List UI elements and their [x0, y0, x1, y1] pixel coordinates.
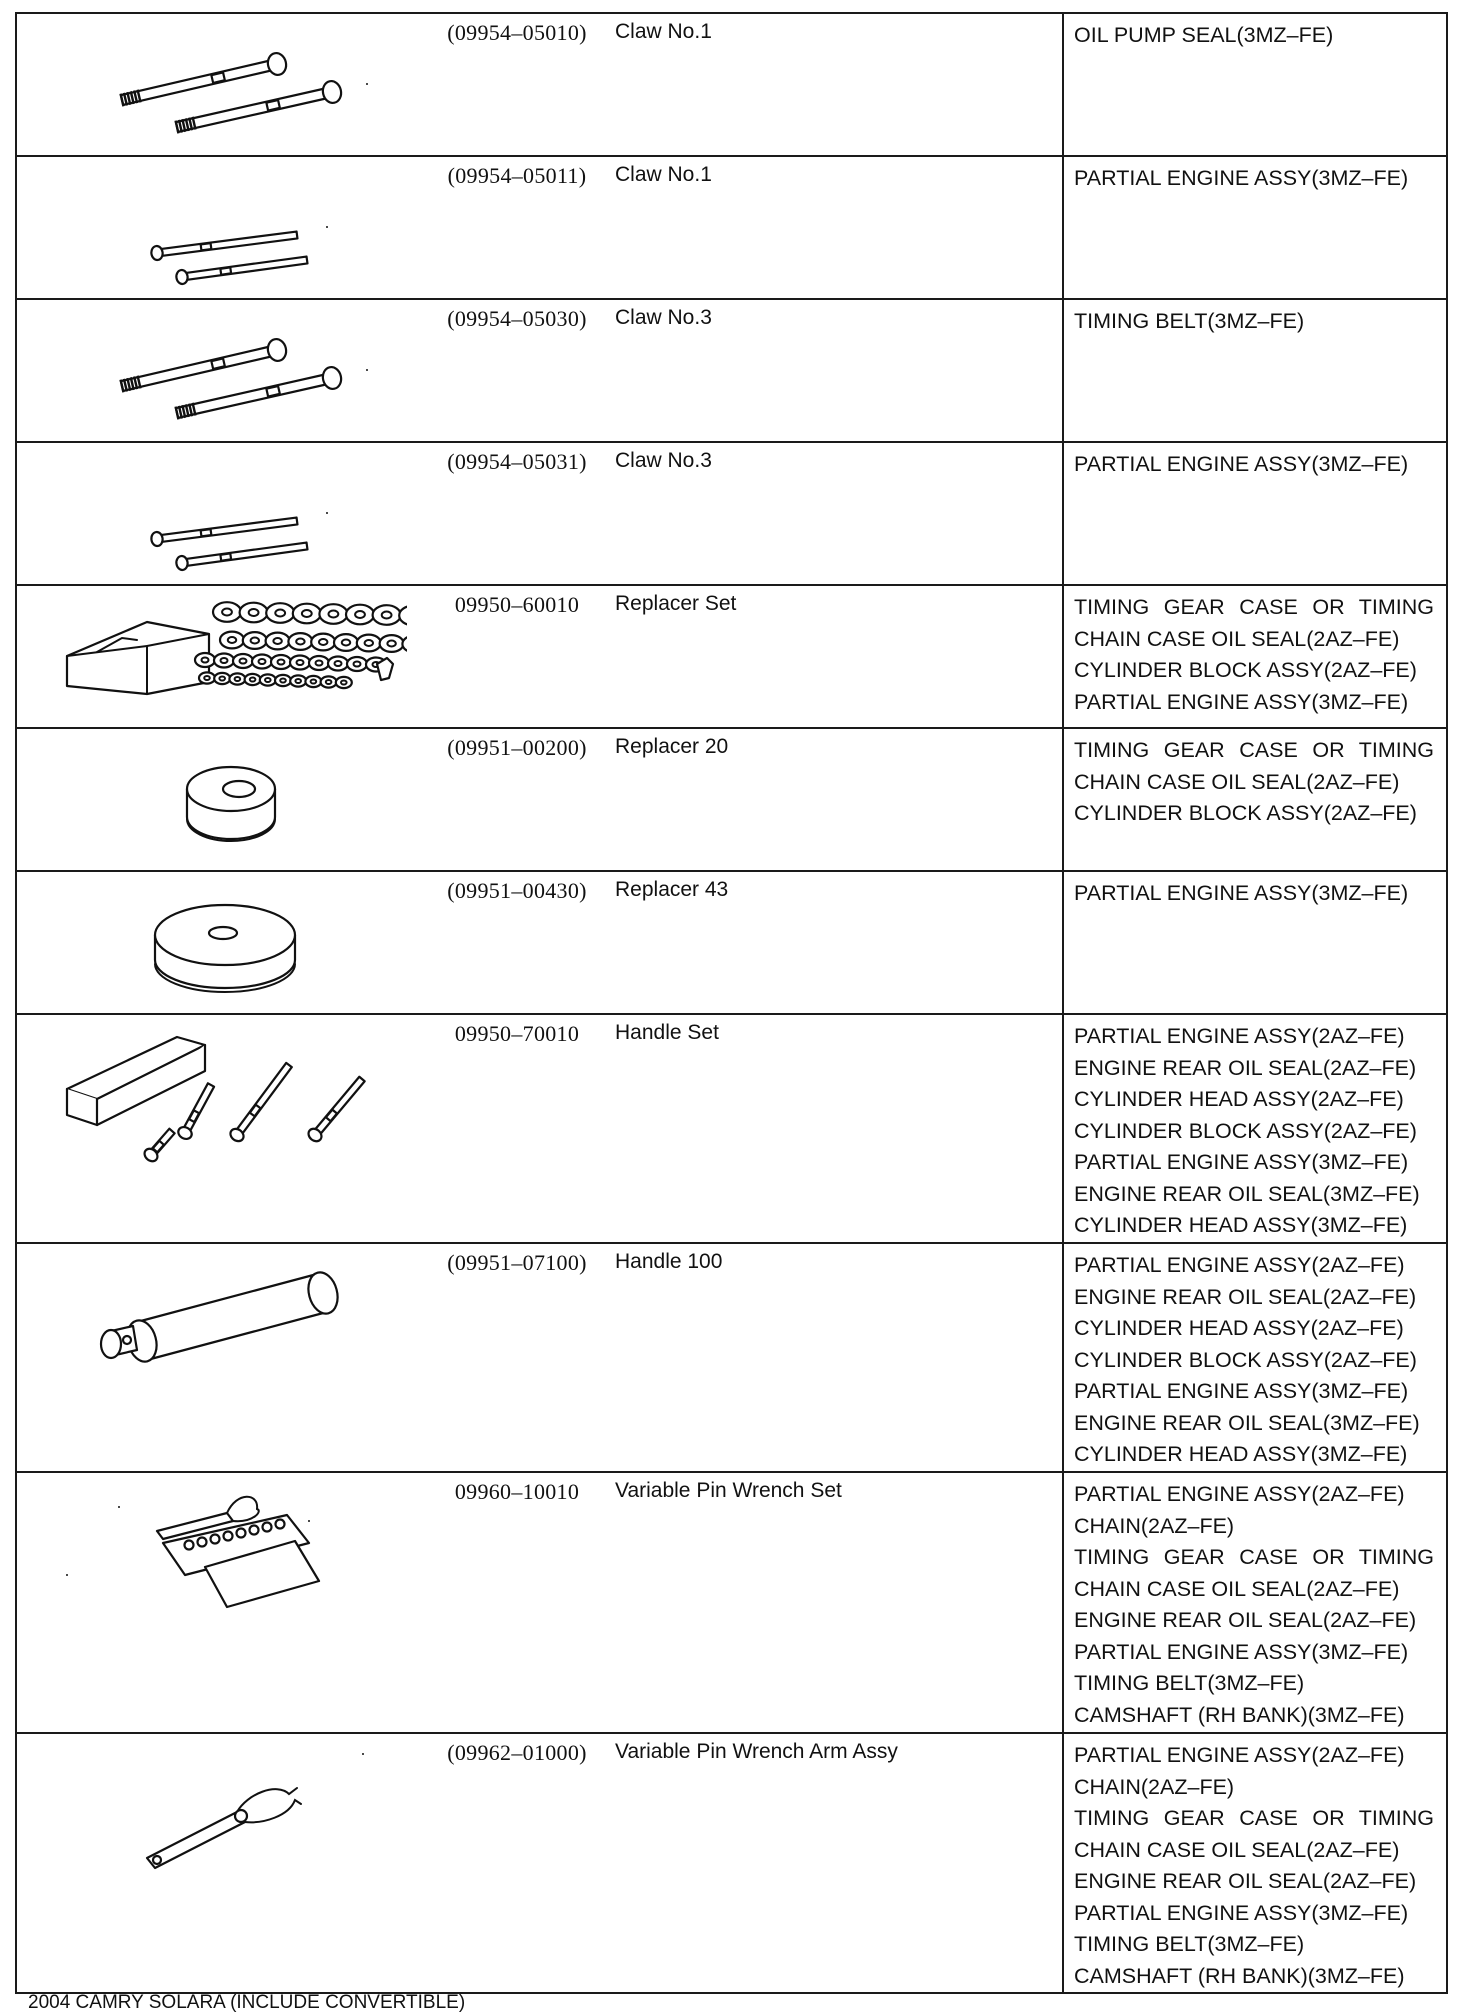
tool-name: Replacer 43 — [615, 878, 729, 901]
usage-item: TIMING GEAR CASE OR TIMING — [1074, 1806, 1434, 1830]
tool-info-cell — [16, 1014, 1063, 1243]
usage-item: PARTIAL ENGINE ASSY(3MZ–FE) — [1074, 1150, 1409, 1174]
usage-item: PARTIAL ENGINE ASSY(3MZ–FE) — [1074, 689, 1409, 714]
tool-name: Replacer Set — [615, 592, 737, 615]
usage-item: CYLINDER HEAD ASSY(2AZ–FE) — [1074, 1316, 1404, 1340]
tool-info-cell — [16, 13, 1063, 156]
page-footer: 2004 CAMRY SOLARA (INCLUDE CONVERTIBLE) — [28, 1992, 466, 2013]
usage-item: ENGINE REAR OIL SEAL(2AZ–FE) — [1074, 1608, 1417, 1632]
usage-cell — [1063, 585, 1447, 728]
usage-item: TIMING BELT(3MZ–FE) — [1074, 1671, 1305, 1695]
usage-item: TIMING BELT(3MZ–FE) — [1074, 309, 1305, 333]
tool-name: Handle 100 — [615, 1250, 723, 1273]
usage-item: CYLINDER BLOCK ASSY(2AZ–FE) — [1074, 1347, 1417, 1372]
usage-cell — [1063, 13, 1447, 156]
usage-cell — [1063, 728, 1447, 871]
usage-item: TIMING GEAR CASE OR TIMING — [1074, 1545, 1434, 1569]
tool-info-cell — [16, 1733, 1063, 1993]
replacer-set-case-icon — [27, 594, 407, 719]
part-number: (09951–07100) — [447, 1250, 587, 1275]
usage-cell — [1063, 1733, 1447, 1993]
special-service-tools-table — [15, 12, 1448, 1994]
tool-info-cell — [16, 156, 1063, 299]
tool-name: Claw No.3 — [615, 306, 712, 329]
part-number: 09950–70010 — [454, 1021, 580, 1046]
part-number: (09954–05031) — [447, 449, 587, 474]
tool-row — [16, 1014, 1447, 1243]
usage-item: PARTIAL ENGINE ASSY(3MZ–FE) — [1074, 1639, 1409, 1664]
tool-info-cell — [16, 585, 1063, 728]
usage-item: ENGINE REAR OIL SEAL(2AZ–FE) — [1074, 1869, 1417, 1893]
twin-claw-bolts-icon — [27, 22, 407, 147]
tool-name: Handle Set — [615, 1021, 719, 1044]
tool-row — [16, 1472, 1447, 1733]
usage-item: ENGINE REAR OIL SEAL(2AZ–FE) — [1074, 1284, 1417, 1309]
usage-item: CYLINDER BLOCK ASSY(2AZ–FE) — [1074, 658, 1417, 682]
part-number: (09962–01000) — [447, 1740, 587, 1765]
part-number: 09950–60010 — [454, 592, 580, 617]
tool-info-cell — [16, 442, 1063, 585]
usage-item: PARTIAL ENGINE ASSY(3MZ–FE) — [1074, 452, 1409, 476]
part-number: (09954–05011) — [447, 163, 587, 188]
pin-wrench-set-icon — [27, 1481, 407, 1621]
usage-item: CAMSHAFT (RH BANK)(3MZ–FE) — [1074, 1963, 1405, 1988]
part-number: (09951–00430) — [447, 878, 587, 903]
tool-name: Variable Pin Wrench Arm Assy — [615, 1740, 898, 1763]
tool-info-cell — [16, 1243, 1063, 1472]
usage-item: CYLINDER BLOCK ASSY(2AZ–FE) — [1074, 1118, 1417, 1143]
usage-item: CHAIN(2AZ–FE) — [1074, 1513, 1235, 1538]
twin-claw-rods-icon — [27, 451, 407, 576]
usage-item: PARTIAL ENGINE ASSY(2AZ–FE) — [1074, 1482, 1405, 1506]
usage-item: CYLINDER HEAD ASSY(2AZ–FE) — [1074, 1087, 1404, 1111]
tool-info-cell — [16, 299, 1063, 442]
usage-item: OIL PUMP SEAL(3MZ–FE) — [1074, 23, 1334, 47]
tool-row — [16, 156, 1447, 299]
usage-cell — [1063, 1243, 1447, 1472]
tool-row — [16, 13, 1447, 156]
usage-item: TIMING BELT(3MZ–FE) — [1074, 1932, 1305, 1956]
pin-wrench-arm-icon — [27, 1742, 407, 1882]
usage-item: PARTIAL ENGINE ASSY(2AZ–FE) — [1074, 1743, 1405, 1767]
usage-item: ENGINE REAR OIL SEAL(3MZ–FE) — [1074, 1410, 1420, 1435]
large-replacer-disc-icon — [27, 880, 407, 1005]
usage-cell — [1063, 299, 1447, 442]
usage-item: CHAIN CASE OIL SEAL(2AZ–FE) — [1074, 626, 1400, 651]
tool-row — [16, 299, 1447, 442]
tool-row — [16, 585, 1447, 728]
usage-item: PARTIAL ENGINE ASSY(2AZ–FE) — [1074, 1253, 1405, 1277]
usage-item: PARTIAL ENGINE ASSY(3MZ–FE) — [1074, 1379, 1409, 1403]
usage-item: PARTIAL ENGINE ASSY(3MZ–FE) — [1074, 881, 1409, 905]
tool-name: Variable Pin Wrench Set — [615, 1479, 842, 1502]
usage-item: CHAIN(2AZ–FE) — [1074, 1774, 1235, 1799]
tool-info-cell — [16, 871, 1063, 1014]
part-number: 09960–10010 — [454, 1479, 580, 1504]
tool-row — [16, 1243, 1447, 1472]
part-number: (09951–00200) — [447, 735, 587, 760]
usage-item: CAMSHAFT (RH BANK)(3MZ–FE) — [1074, 1702, 1405, 1727]
usage-item: CYLINDER BLOCK ASSY(2AZ–FE) — [1074, 801, 1417, 825]
small-replacer-ring-icon — [27, 737, 407, 862]
usage-cell — [1063, 442, 1447, 585]
tool-row — [16, 442, 1447, 585]
tool-name: Claw No.3 — [615, 449, 712, 472]
usage-item: PARTIAL ENGINE ASSY(3MZ–FE) — [1074, 1900, 1409, 1925]
usage-item: PARTIAL ENGINE ASSY(2AZ–FE) — [1074, 1024, 1405, 1048]
twin-claw-bolts-icon — [27, 308, 407, 433]
usage-item: ENGINE REAR OIL SEAL(2AZ–FE) — [1074, 1055, 1417, 1080]
tool-name: Replacer 20 — [615, 735, 729, 758]
usage-cell — [1063, 871, 1447, 1014]
tool-info-cell — [16, 728, 1063, 871]
usage-item: CHAIN CASE OIL SEAL(2AZ–FE) — [1074, 1576, 1400, 1601]
part-number: (09954–05010) — [447, 20, 587, 45]
part-number: (09954–05030) — [447, 306, 587, 331]
usage-item: ENGINE REAR OIL SEAL(3MZ–FE) — [1074, 1181, 1420, 1206]
tool-row — [16, 871, 1447, 1014]
tool-info-cell — [16, 1472, 1063, 1733]
usage-item: CHAIN CASE OIL SEAL(2AZ–FE) — [1074, 769, 1400, 794]
usage-item: TIMING GEAR CASE OR TIMING — [1074, 738, 1434, 762]
usage-item: CYLINDER HEAD ASSY(3MZ–FE) — [1074, 1213, 1408, 1237]
handle-cylinder-icon — [27, 1252, 407, 1392]
usage-item: TIMING GEAR CASE OR TIMING — [1074, 595, 1434, 619]
twin-claw-rods-icon — [27, 165, 407, 290]
tool-name: Claw No.1 — [615, 163, 712, 186]
usage-cell — [1063, 1014, 1447, 1243]
usage-cell — [1063, 156, 1447, 299]
tool-row — [16, 1733, 1447, 1993]
usage-item: PARTIAL ENGINE ASSY(3MZ–FE) — [1074, 166, 1409, 190]
handle-set-case-icon — [27, 1023, 407, 1163]
tool-name: Claw No.1 — [615, 20, 712, 43]
usage-cell — [1063, 1472, 1447, 1733]
usage-item: CYLINDER HEAD ASSY(3MZ–FE) — [1074, 1442, 1408, 1466]
tool-row — [16, 728, 1447, 871]
usage-item: CHAIN CASE OIL SEAL(2AZ–FE) — [1074, 1837, 1400, 1862]
